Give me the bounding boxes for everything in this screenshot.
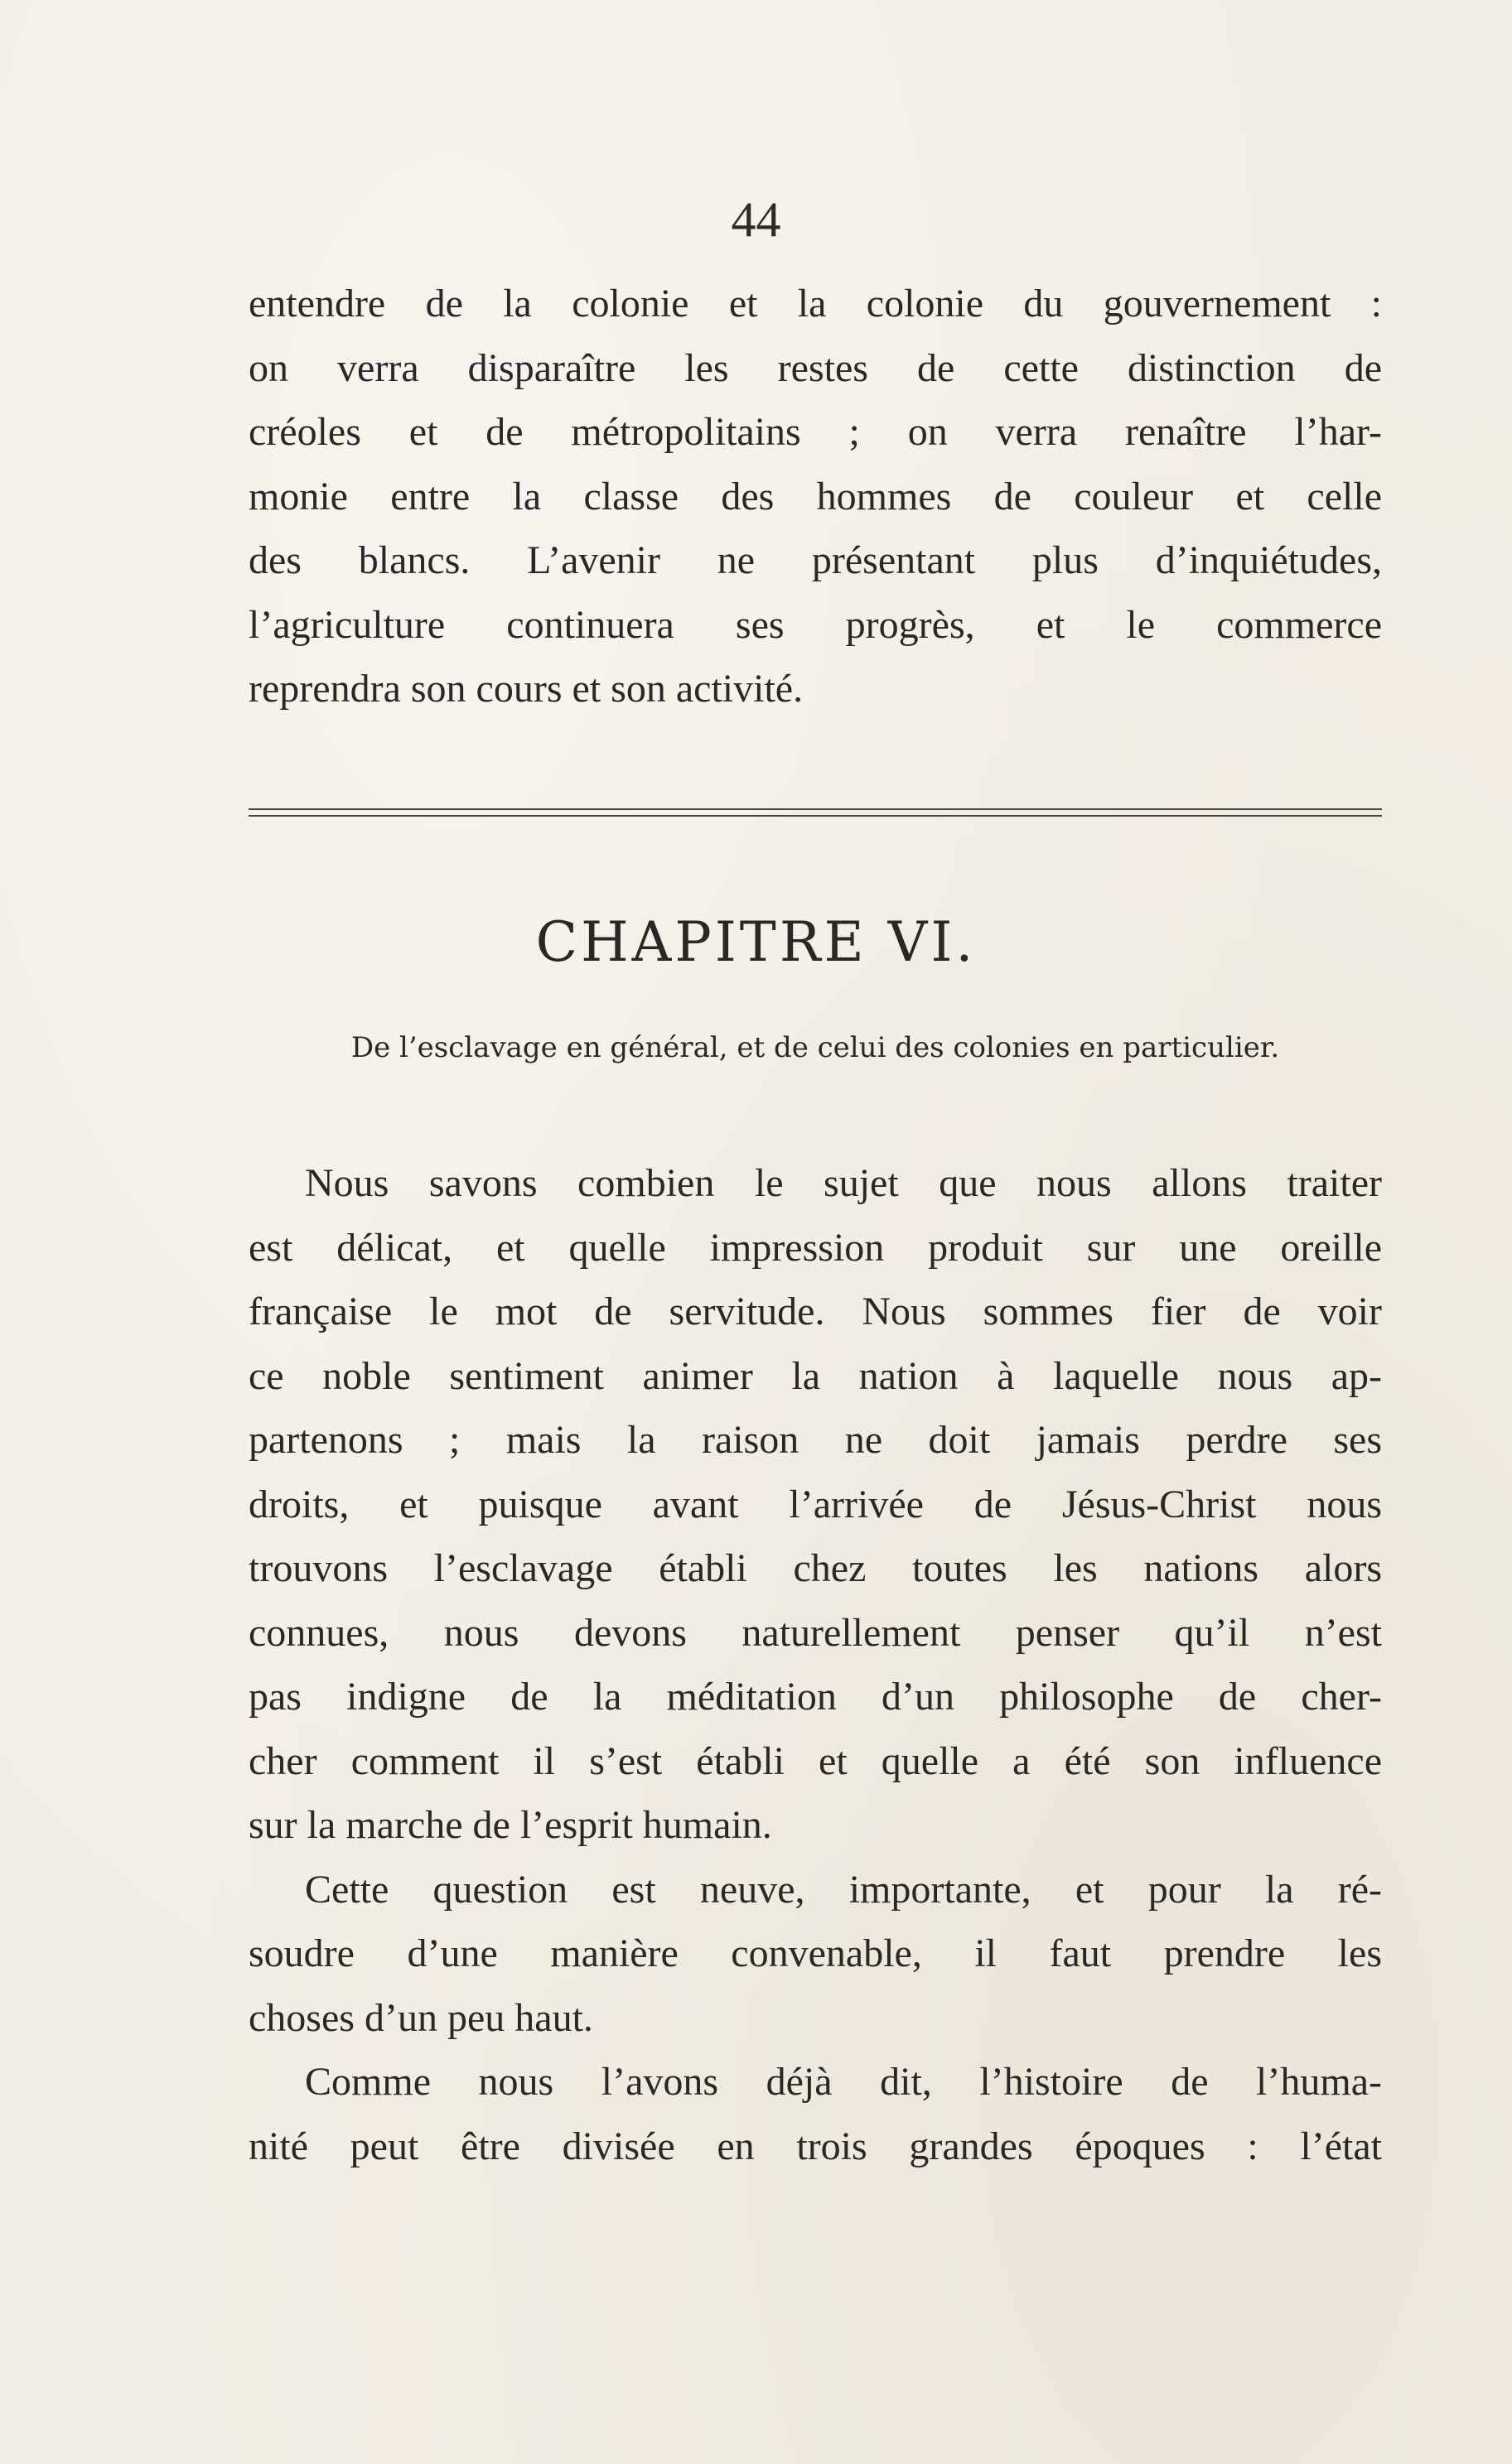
chapter-body bbox=[249, 1151, 1382, 2178]
text-line: connues, nous devons naturellement penser qu’il n’est bbox=[249, 1610, 1382, 1655]
text-line: Comme nous l’avons déjà dit, l’histoire de l’huma- bbox=[305, 2060, 1382, 2104]
text-line: des blancs. L’avenir ne présentant plus d’inquiétudes, bbox=[249, 538, 1382, 582]
page-number: 44 bbox=[731, 192, 781, 247]
text-line: nité peut être divisée en trois grandes époques : l’état bbox=[249, 2124, 1382, 2168]
text-line: l’agriculture continuera ses progrès, et le commerce bbox=[249, 602, 1382, 647]
text-line: française le mot de servitude. Nous sommes fier de voir bbox=[249, 1290, 1382, 1333]
text-line: soudre d’une manière convenable, il faut prendre les bbox=[249, 1931, 1382, 1975]
rule-line-bottom bbox=[249, 815, 1382, 817]
text-line: sur la marche de l’esprit humain. bbox=[249, 1803, 772, 1847]
text-line: créoles et de métropolitains ; on verra renaître l’har- bbox=[249, 410, 1382, 454]
chapter-title: CHAPITRE VI. bbox=[535, 910, 977, 974]
text-line: entendre de la colonie et la colonie du gouvernement : bbox=[249, 282, 1382, 325]
text-line: pas indigne de la méditation d’un philosophe de cher- bbox=[249, 1675, 1382, 1719]
text-line: est délicat, et quelle impression produit sur une oreille bbox=[249, 1225, 1382, 1270]
rule-line-top bbox=[249, 808, 1382, 810]
text-line: partenons ; mais la raison ne doit jamais perdre ses bbox=[249, 1418, 1382, 1462]
text-line: monie entre la classe des hommes de couleur et celle bbox=[249, 474, 1382, 518]
top-paragraph bbox=[249, 272, 1382, 721]
text-line: ce noble sentiment animer la nation à laquelle nous ap- bbox=[249, 1353, 1382, 1398]
text-line: cher comment il s’est établi et quelle a été son influence bbox=[249, 1738, 1382, 1783]
text-line: trouvons l’esclavage établi chez toutes les nations alors bbox=[249, 1546, 1382, 1590]
text-line: droits, et puisque avant l’arrivée de Jésus-Christ nous bbox=[249, 1482, 1382, 1526]
text-line: choses d’un peu haut. bbox=[249, 1995, 593, 2040]
text-line: on verra disparaître les restes de cette distinction de bbox=[249, 345, 1382, 390]
text-line: reprendra son cours et son activité. bbox=[249, 667, 804, 711]
text-line: Nous savons combien le sujet que nous allons traiter bbox=[305, 1161, 1382, 1205]
text-line: Cette question est neuve, importante, et pour la ré- bbox=[305, 1867, 1382, 1912]
chapter-subtitle: De l’esclavage en général, et de celui des colonies en particulier. bbox=[350, 1031, 1280, 1064]
